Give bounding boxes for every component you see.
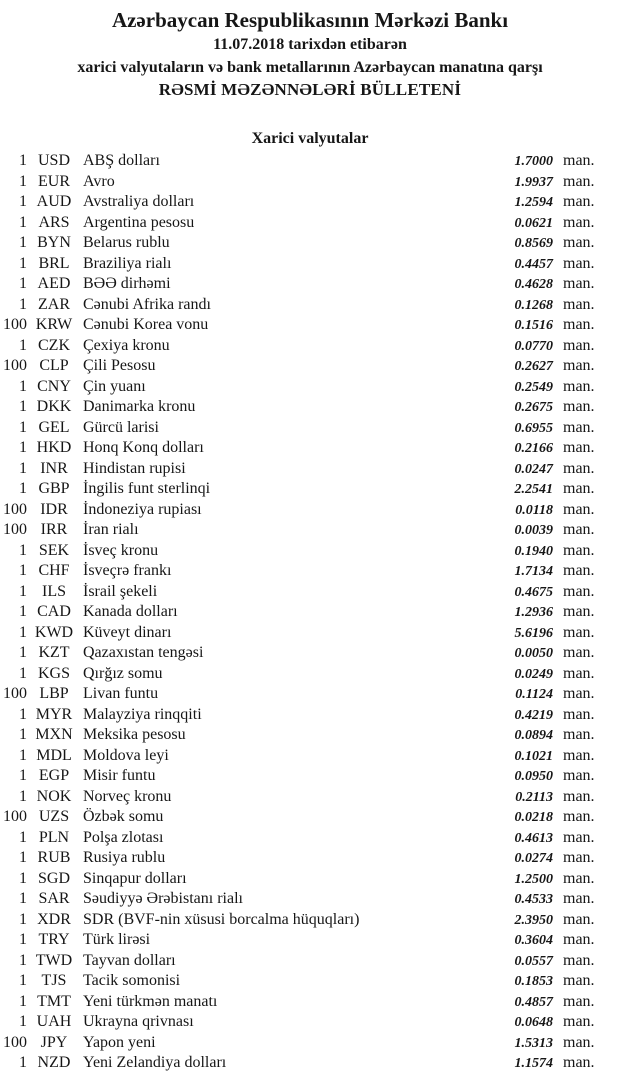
- currency-quantity: 1: [19, 295, 27, 313]
- currency-unit: man.: [563, 746, 595, 764]
- currency-code: ARS: [38, 213, 70, 231]
- currency-unit: man.: [563, 664, 595, 682]
- currency-code: KZT: [38, 644, 70, 661]
- currency-unit: man.: [563, 869, 595, 887]
- currency-name: Danimarka kronu: [83, 398, 196, 415]
- currency-unit: man.: [563, 685, 595, 702]
- currency-unit: man.: [563, 541, 595, 559]
- currency-unit: man.: [563, 910, 595, 928]
- currency-unit: man.: [563, 890, 595, 907]
- currency-row: [0, 500, 598, 521]
- currency-quantity: 100: [3, 685, 27, 702]
- currency-rate: 0.3604: [514, 933, 553, 948]
- currency-unit: man.: [563, 521, 595, 538]
- currency-unit: man.: [563, 931, 595, 948]
- currency-code: CHF: [38, 562, 70, 579]
- currency-quantity: 1: [19, 849, 27, 866]
- currency-row: [0, 787, 598, 808]
- currency-rate: 0.0894: [514, 728, 553, 743]
- currency-unit: man.: [563, 275, 595, 292]
- currency-quantity: 1: [19, 541, 27, 559]
- currency-name: Cənubi Korea vonu: [83, 316, 209, 333]
- currency-quantity: 1: [19, 890, 27, 907]
- currency-code: AUD: [36, 193, 72, 210]
- currency-unit: man.: [563, 951, 595, 969]
- currency-code: MXN: [35, 726, 73, 743]
- currency-name: Kanada dolları: [83, 603, 178, 620]
- currency-code: CZK: [38, 336, 70, 354]
- currency-rate: 0.1516: [514, 318, 553, 333]
- currency-code: CAD: [37, 603, 71, 620]
- currency-rate: 1.2594: [514, 195, 553, 210]
- currency-rate: 1.9937: [514, 174, 553, 190]
- currency-name: Avstraliya dolları: [83, 193, 195, 210]
- currency-row: [0, 643, 598, 664]
- currency-quantity: 1: [19, 336, 27, 354]
- currency-unit: man.: [563, 603, 595, 620]
- currency-quantity: 100: [3, 357, 27, 374]
- currency-name: Hindistan rupisi: [83, 459, 186, 477]
- currency-code: USD: [37, 152, 70, 169]
- currency-rate: 0.0050: [514, 646, 553, 661]
- currency-code: UZS: [38, 808, 70, 825]
- currency-rate: 0.0039: [514, 523, 553, 538]
- currency-code: ILS: [42, 582, 66, 600]
- currency-name: Sinqapur dolları: [83, 869, 187, 887]
- currency-unit: man.: [563, 1054, 595, 1071]
- currency-unit: man.: [563, 500, 595, 518]
- currency-row: [0, 746, 598, 767]
- currency-quantity: 100: [3, 521, 27, 538]
- currency-name: ABŞ dolları: [83, 152, 160, 169]
- currency-name: Türk lirəsi: [83, 931, 151, 948]
- currency-name: Qazaxıstan tengəsi: [83, 644, 204, 661]
- currency-row: [0, 172, 598, 193]
- currency-name: İsrail şekeli: [83, 582, 158, 600]
- currency-name: Malayziya rinqqiti: [83, 705, 202, 723]
- currency-rate: 0.2627: [514, 359, 553, 374]
- currency-quantity: 1: [19, 644, 27, 661]
- currency-rate: 1.5313: [514, 1035, 553, 1051]
- currency-quantity: 1: [19, 254, 27, 272]
- currency-row: [0, 910, 598, 931]
- currency-row: [0, 254, 598, 275]
- currency-unit: man.: [563, 972, 595, 989]
- currency-unit: man.: [563, 1013, 595, 1030]
- currency-rate: 0.0118: [515, 502, 553, 518]
- currency-name: Rusiya rublu: [83, 849, 166, 866]
- currency-rate: 0.0621: [514, 215, 553, 231]
- currency-unit: man.: [563, 1033, 595, 1051]
- currency-row: [0, 459, 598, 480]
- currency-code: ZAR: [38, 295, 70, 313]
- currency-quantity: 1: [19, 869, 27, 887]
- currency-quantity: 1: [19, 787, 27, 805]
- currency-name: Moldova leyi: [83, 746, 169, 764]
- currency-rate: 0.4457: [514, 256, 553, 272]
- currency-quantity: 1: [19, 603, 27, 620]
- currency-code: IDR: [40, 500, 68, 518]
- currency-code: BRL: [38, 254, 70, 272]
- currency-code: GBP: [38, 480, 70, 497]
- currency-code: MYR: [35, 705, 73, 723]
- currency-code: BYN: [37, 234, 71, 251]
- currency-row: [0, 151, 598, 172]
- currency-code: IRR: [40, 521, 68, 538]
- currency-rate: 0.4857: [514, 994, 553, 1010]
- currency-quantity: 100: [3, 316, 27, 333]
- currency-quantity: 1: [19, 828, 27, 846]
- currency-unit: man.: [563, 808, 595, 825]
- currency-code: MDL: [36, 746, 72, 764]
- currency-quantity: 1: [19, 582, 27, 600]
- currency-rate: 0.2113: [515, 789, 553, 805]
- currency-quantity: 1: [19, 418, 27, 436]
- currency-name: Cənubi Afrika randı: [83, 295, 211, 313]
- currency-quantity: 1: [19, 951, 27, 969]
- currency-name: Səudiyyə Ərəbistanı rialı: [83, 890, 243, 907]
- currency-quantity: 100: [3, 1033, 27, 1051]
- currency-unit: man.: [563, 439, 595, 456]
- currency-quantity: 1: [19, 377, 27, 395]
- currency-rate: 0.1268: [514, 297, 553, 313]
- currency-code: GEL: [38, 418, 70, 436]
- currency-quantity: 1: [19, 664, 27, 682]
- currency-code: KRW: [35, 316, 73, 333]
- currency-rate: 2.2541: [514, 482, 553, 497]
- currency-unit: man.: [563, 418, 595, 436]
- currency-unit: man.: [563, 152, 595, 169]
- currency-name: Yeni türkmən manatı: [83, 992, 218, 1010]
- currency-unit: man.: [563, 726, 595, 743]
- currency-row: [0, 705, 598, 726]
- currency-row: [0, 295, 598, 316]
- currency-unit: man.: [563, 172, 595, 190]
- currency-quantity: 1: [19, 705, 27, 723]
- currency-rate: 0.0249: [514, 666, 553, 682]
- currency-name: Gürcü larisi: [83, 418, 159, 436]
- currency-unit: man.: [563, 623, 595, 641]
- currency-code: KWD: [34, 623, 74, 641]
- currency-unit: man.: [563, 849, 595, 866]
- currency-name: SDR (BVF-nin xüsusi borcalma hüquqları): [83, 910, 360, 928]
- currency-row: [0, 356, 598, 377]
- currency-row: [0, 233, 598, 254]
- currency-row: [0, 684, 598, 705]
- currency-rate: 0.0557: [514, 953, 553, 969]
- currency-unit: man.: [563, 705, 595, 723]
- currency-name: Honq Konq dolları: [83, 439, 204, 456]
- currency-name: Yapon yeni: [83, 1033, 156, 1051]
- currency-rate: 0.1940: [514, 543, 553, 559]
- currency-code: INR: [40, 459, 68, 477]
- currency-row: [0, 971, 598, 992]
- currency-rate: 0.1021: [514, 748, 553, 764]
- currency-unit: man.: [563, 295, 595, 313]
- currency-row: [0, 213, 598, 234]
- currency-rate: 1.7134: [514, 564, 553, 579]
- currency-code: HKD: [36, 439, 72, 456]
- currency-code: SGD: [37, 869, 70, 887]
- section-title-foreign-currencies: Xarici valyutalar: [251, 130, 369, 147]
- currency-name: İsveç kronu: [83, 541, 159, 559]
- currency-unit: man.: [563, 377, 595, 395]
- currency-name: Argentina pesosu: [83, 213, 195, 231]
- currency-unit: man.: [563, 480, 595, 497]
- currency-quantity: 1: [19, 459, 27, 477]
- currency-row: [0, 418, 598, 439]
- currency-unit: man.: [563, 398, 595, 415]
- currency-name: Belarus rublu: [83, 234, 170, 251]
- currency-quantity: 1: [19, 439, 27, 456]
- currency-name: Çili Pesosu: [83, 357, 156, 374]
- currency-rate: 0.1124: [515, 687, 553, 702]
- currency-name: Braziliya rialı: [83, 254, 172, 272]
- currency-quantity: 1: [19, 172, 27, 190]
- currency-quantity: 1: [19, 562, 27, 579]
- effective-date-line: 11.07.2018 tarixdən etibarən: [213, 36, 407, 53]
- currency-quantity: 1: [19, 193, 27, 210]
- currency-name: Avro: [83, 172, 115, 190]
- currency-name: Norveç kronu: [83, 787, 172, 805]
- currency-unit: man.: [563, 582, 595, 600]
- currency-unit: man.: [563, 828, 595, 846]
- currency-row: [0, 807, 598, 828]
- currency-rate: 1.7000: [514, 154, 553, 169]
- subject-line: xarici valyutaların və bank metallarının Azərbaycan manatına qarşı: [77, 59, 543, 76]
- currency-unit: man.: [563, 459, 595, 477]
- currency-code: KGS: [37, 664, 70, 682]
- currency-code: PLN: [38, 828, 70, 846]
- currency-name: İndoneziya rupiası: [83, 500, 202, 518]
- currency-name: Polşa zlotası: [83, 828, 164, 846]
- currency-row: [0, 1012, 598, 1033]
- currency-quantity: 100: [3, 500, 27, 518]
- currency-code: NZD: [37, 1054, 71, 1071]
- bulletin-header: [0, 0, 620, 101]
- currency-unit: man.: [563, 254, 595, 272]
- currency-rate: 1.2500: [514, 871, 553, 887]
- currency-rates-table: [0, 151, 620, 1073]
- currency-quantity: 1: [19, 972, 27, 989]
- currency-rate: 2.3950: [514, 912, 553, 928]
- currency-quantity: 1: [19, 910, 27, 928]
- currency-row: [0, 479, 598, 500]
- currency-unit: man.: [563, 193, 595, 210]
- currency-rate: 0.4219: [514, 707, 553, 723]
- currency-quantity: 1: [19, 152, 27, 169]
- currency-rate: 5.6196: [514, 625, 553, 641]
- currency-rate: 0.8569: [514, 236, 553, 251]
- bulletin-title: RƏSMİ MƏZƏNNƏLƏRİ BÜLLETENİ: [158, 80, 462, 99]
- currency-code: DKK: [36, 398, 72, 415]
- currency-rate: 0.2675: [514, 400, 553, 415]
- currency-quantity: 1: [19, 931, 27, 948]
- currency-row: [0, 992, 598, 1013]
- currency-rate: 1.2936: [514, 605, 553, 620]
- currency-code: TWD: [35, 951, 73, 969]
- currency-unit: man.: [563, 992, 595, 1010]
- currency-unit: man.: [563, 357, 595, 374]
- currency-unit: man.: [563, 644, 595, 661]
- currency-quantity: 100: [3, 808, 27, 825]
- currency-name: Küveyt dinarı: [83, 623, 172, 641]
- currency-row: [0, 336, 598, 357]
- currency-unit: man.: [563, 213, 595, 231]
- currency-row: [0, 725, 598, 746]
- currency-row: [0, 274, 598, 295]
- currency-code: EGP: [38, 767, 70, 784]
- currency-quantity: 1: [19, 1054, 27, 1071]
- currency-rate: 0.2166: [514, 441, 553, 456]
- currency-row: [0, 582, 598, 603]
- currency-quantity: 1: [19, 1013, 27, 1030]
- currency-unit: man.: [563, 316, 595, 333]
- currency-row: [0, 192, 598, 213]
- currency-rate: 0.2549: [514, 379, 553, 395]
- currency-row: [0, 1053, 598, 1073]
- currency-quantity: 1: [19, 275, 27, 292]
- currency-name: Meksika pesosu: [83, 726, 186, 743]
- currency-code: UAH: [36, 1013, 72, 1030]
- currency-row: [0, 377, 598, 398]
- currency-name: Çin yuanı: [83, 377, 146, 395]
- currency-code: CLP: [39, 357, 69, 374]
- currency-quantity: 1: [19, 992, 27, 1010]
- currency-quantity: 1: [19, 480, 27, 497]
- currency-row: [0, 848, 598, 869]
- currency-name: Özbək somu: [83, 808, 164, 825]
- currency-rate: 0.0247: [514, 461, 553, 477]
- currency-code: CNY: [37, 377, 71, 395]
- currency-unit: man.: [563, 787, 595, 805]
- currency-code: NOK: [36, 787, 72, 805]
- currency-row: [0, 1033, 598, 1054]
- currency-quantity: 1: [19, 746, 27, 764]
- currency-row: [0, 602, 598, 623]
- currency-code: RUB: [37, 849, 71, 866]
- currency-row: [0, 951, 598, 972]
- currency-name: Tayvan dolları: [83, 951, 176, 969]
- currency-unit: man.: [563, 767, 595, 784]
- currency-row: [0, 561, 598, 582]
- currency-quantity: 1: [19, 213, 27, 231]
- currency-code: TMT: [37, 992, 71, 1010]
- currency-quantity: 1: [19, 234, 27, 251]
- currency-name: İran rialı: [83, 521, 139, 538]
- currency-quantity: 1: [19, 726, 27, 743]
- currency-row: [0, 828, 598, 849]
- currency-name: İngilis funt sterlinqi: [83, 480, 211, 497]
- currency-code: AED: [37, 275, 71, 292]
- currency-name: Tacik somonisi: [83, 972, 181, 989]
- currency-unit: man.: [563, 234, 595, 251]
- currency-row: [0, 623, 598, 644]
- currency-row: [0, 397, 598, 418]
- currency-row: [0, 315, 598, 336]
- currency-row: [0, 869, 598, 890]
- currency-rate: 0.4533: [514, 892, 553, 907]
- currency-row: [0, 889, 598, 910]
- currency-code: LBP: [39, 685, 69, 702]
- currency-quantity: 1: [19, 623, 27, 641]
- currency-row: [0, 930, 598, 951]
- bank-title: Azərbaycan Respublikasının Mərkəzi Bankı: [111, 8, 509, 32]
- currency-row: [0, 541, 598, 562]
- currency-rate: 0.1853: [514, 974, 553, 989]
- currency-unit: man.: [563, 562, 595, 579]
- currency-rate: 0.0770: [514, 338, 553, 354]
- currency-rate: 0.6955: [514, 420, 553, 436]
- currency-name: Çexiya kronu: [83, 336, 170, 354]
- currency-rate: 0.4628: [514, 277, 553, 292]
- currency-name: Misir funtu: [83, 767, 156, 784]
- currency-row: [0, 766, 598, 787]
- currency-rate: 1.1574: [514, 1056, 553, 1071]
- currency-code: XDR: [37, 910, 71, 928]
- currency-quantity: 1: [19, 767, 27, 784]
- currency-unit: man.: [563, 336, 595, 354]
- currency-code: TRY: [38, 931, 70, 948]
- currency-rate: 0.0648: [514, 1015, 553, 1030]
- currency-row: [0, 438, 598, 459]
- currency-name: BƏƏ dirhəmi: [83, 275, 171, 292]
- currency-name: Ukrayna qrivnası: [83, 1013, 194, 1030]
- currency-name: Qırğız somu: [83, 664, 163, 682]
- currency-name: Livan funtu: [83, 685, 159, 702]
- currency-code: EUR: [38, 172, 70, 190]
- currency-rate: 0.0274: [514, 851, 553, 866]
- currency-quantity: 1: [19, 398, 27, 415]
- currency-name: Yeni Zelandiya dolları: [83, 1054, 227, 1071]
- currency-code: TJS: [41, 972, 67, 989]
- currency-code: SEK: [38, 541, 70, 559]
- currency-rate: 0.4613: [514, 830, 553, 846]
- currency-rate: 0.0950: [514, 769, 553, 784]
- currency-code: JPY: [40, 1033, 68, 1051]
- currency-rate: 0.0218: [514, 810, 553, 825]
- currency-name: İsveçrə frankı: [83, 562, 172, 579]
- currency-row: [0, 664, 598, 685]
- currency-code: SAR: [38, 890, 70, 907]
- currency-rate: 0.4675: [514, 584, 553, 600]
- currency-row: [0, 520, 598, 541]
